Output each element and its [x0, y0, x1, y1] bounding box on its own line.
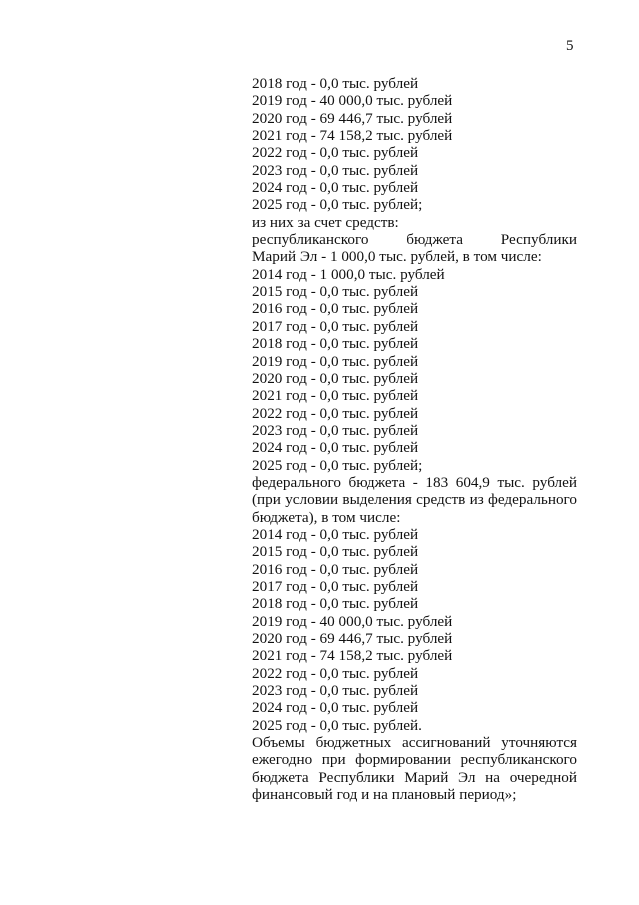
text-line: финансовый год и на плановый период»;: [252, 786, 517, 804]
text-line: 2016 год - 0,0 тыс. рублей: [252, 300, 419, 318]
text-line: 2021 год - 74 158,2 тыс. рублей: [252, 127, 453, 145]
text-line: 2015 год - 0,0 тыс. рублей: [252, 283, 419, 301]
text-line: 2025 год - 0,0 тыс. рублей.: [252, 716, 422, 734]
text-line: федерального бюджета - 183 604,9 тыс. рублей: [252, 473, 577, 491]
text-line: 2020 год - 69 446,7 тыс. рублей: [252, 109, 453, 127]
text-line: 2022 год - 0,0 тыс. рублей: [252, 664, 419, 682]
text-line: 2023 год - 0,0 тыс. рублей: [252, 161, 419, 179]
text-line: 2014 год - 1 000,0 тыс. рублей: [252, 265, 445, 283]
text-line: 2016 год - 0,0 тыс. рублей: [252, 560, 419, 578]
text-line: 2021 год - 74 158,2 тыс. рублей: [252, 647, 453, 665]
text-line: 2025 год - 0,0 тыс. рублей;: [252, 456, 423, 474]
text-line: Марий Эл - 1 000,0 тыс. рублей, в том числе:: [252, 248, 542, 266]
text-line: бюджета), в том числе:: [252, 508, 401, 526]
text-line: ежегодно при формировании республиканского: [252, 751, 577, 769]
text-line: 2020 год - 69 446,7 тыс. рублей: [252, 630, 453, 647]
text-line: 2015 год - 0,0 тыс. рублей: [252, 543, 419, 561]
text-line: 2014 год - 0,0 тыс. рублей: [252, 525, 419, 543]
document-body: [252, 75, 577, 803]
text-line: из них за счет средств:: [252, 213, 399, 231]
text-line: 2025 год - 0,0 тыс. рублей;: [252, 196, 423, 214]
text-line: 2024 год - 0,0 тыс. рублей: [252, 699, 419, 717]
text-line: 2018 год - 0,0 тыс. рублей: [252, 595, 419, 613]
text-line: 2019 год - 0,0 тыс. рублей: [252, 352, 419, 370]
text-line: 2020 год - 0,0 тыс. рублей: [252, 369, 419, 387]
text-line: бюджета Республики Марий Эл на очередной: [252, 768, 577, 786]
text-line: 2021 год - 0,0 тыс. рублей: [252, 387, 419, 405]
text-line: 2022 год - 0,0 тыс. рублей: [252, 404, 419, 422]
text-line: 2019 год - 40 000,0 тыс. рублей: [252, 92, 453, 110]
text-line: (при условии выделения средств из федерального: [252, 491, 577, 509]
text-line: 2017 год - 0,0 тыс. рублей: [252, 577, 419, 595]
text-line: республиканского бюджета Республики: [252, 231, 577, 249]
text-line: Объемы бюджетных ассигнований уточняются: [252, 734, 577, 752]
text-line: 2022 год - 0,0 тыс. рублей: [252, 144, 419, 162]
text-line: 2024 год - 0,0 тыс. рублей: [252, 439, 419, 457]
text-line: 2023 год - 0,0 тыс. рублей: [252, 682, 419, 700]
text-line: 2017 год - 0,0 тыс. рублей: [252, 317, 419, 335]
text-line: 2018 год - 0,0 тыс. рублей: [252, 75, 419, 92]
text-line: 2023 год - 0,0 тыс. рублей: [252, 421, 419, 439]
text-line: 2024 год - 0,0 тыс. рублей: [252, 179, 419, 197]
text-line: 2019 год - 40 000,0 тыс. рублей: [252, 612, 453, 630]
page-number: 5: [566, 38, 574, 54]
text-line: 2018 год - 0,0 тыс. рублей: [252, 335, 419, 353]
